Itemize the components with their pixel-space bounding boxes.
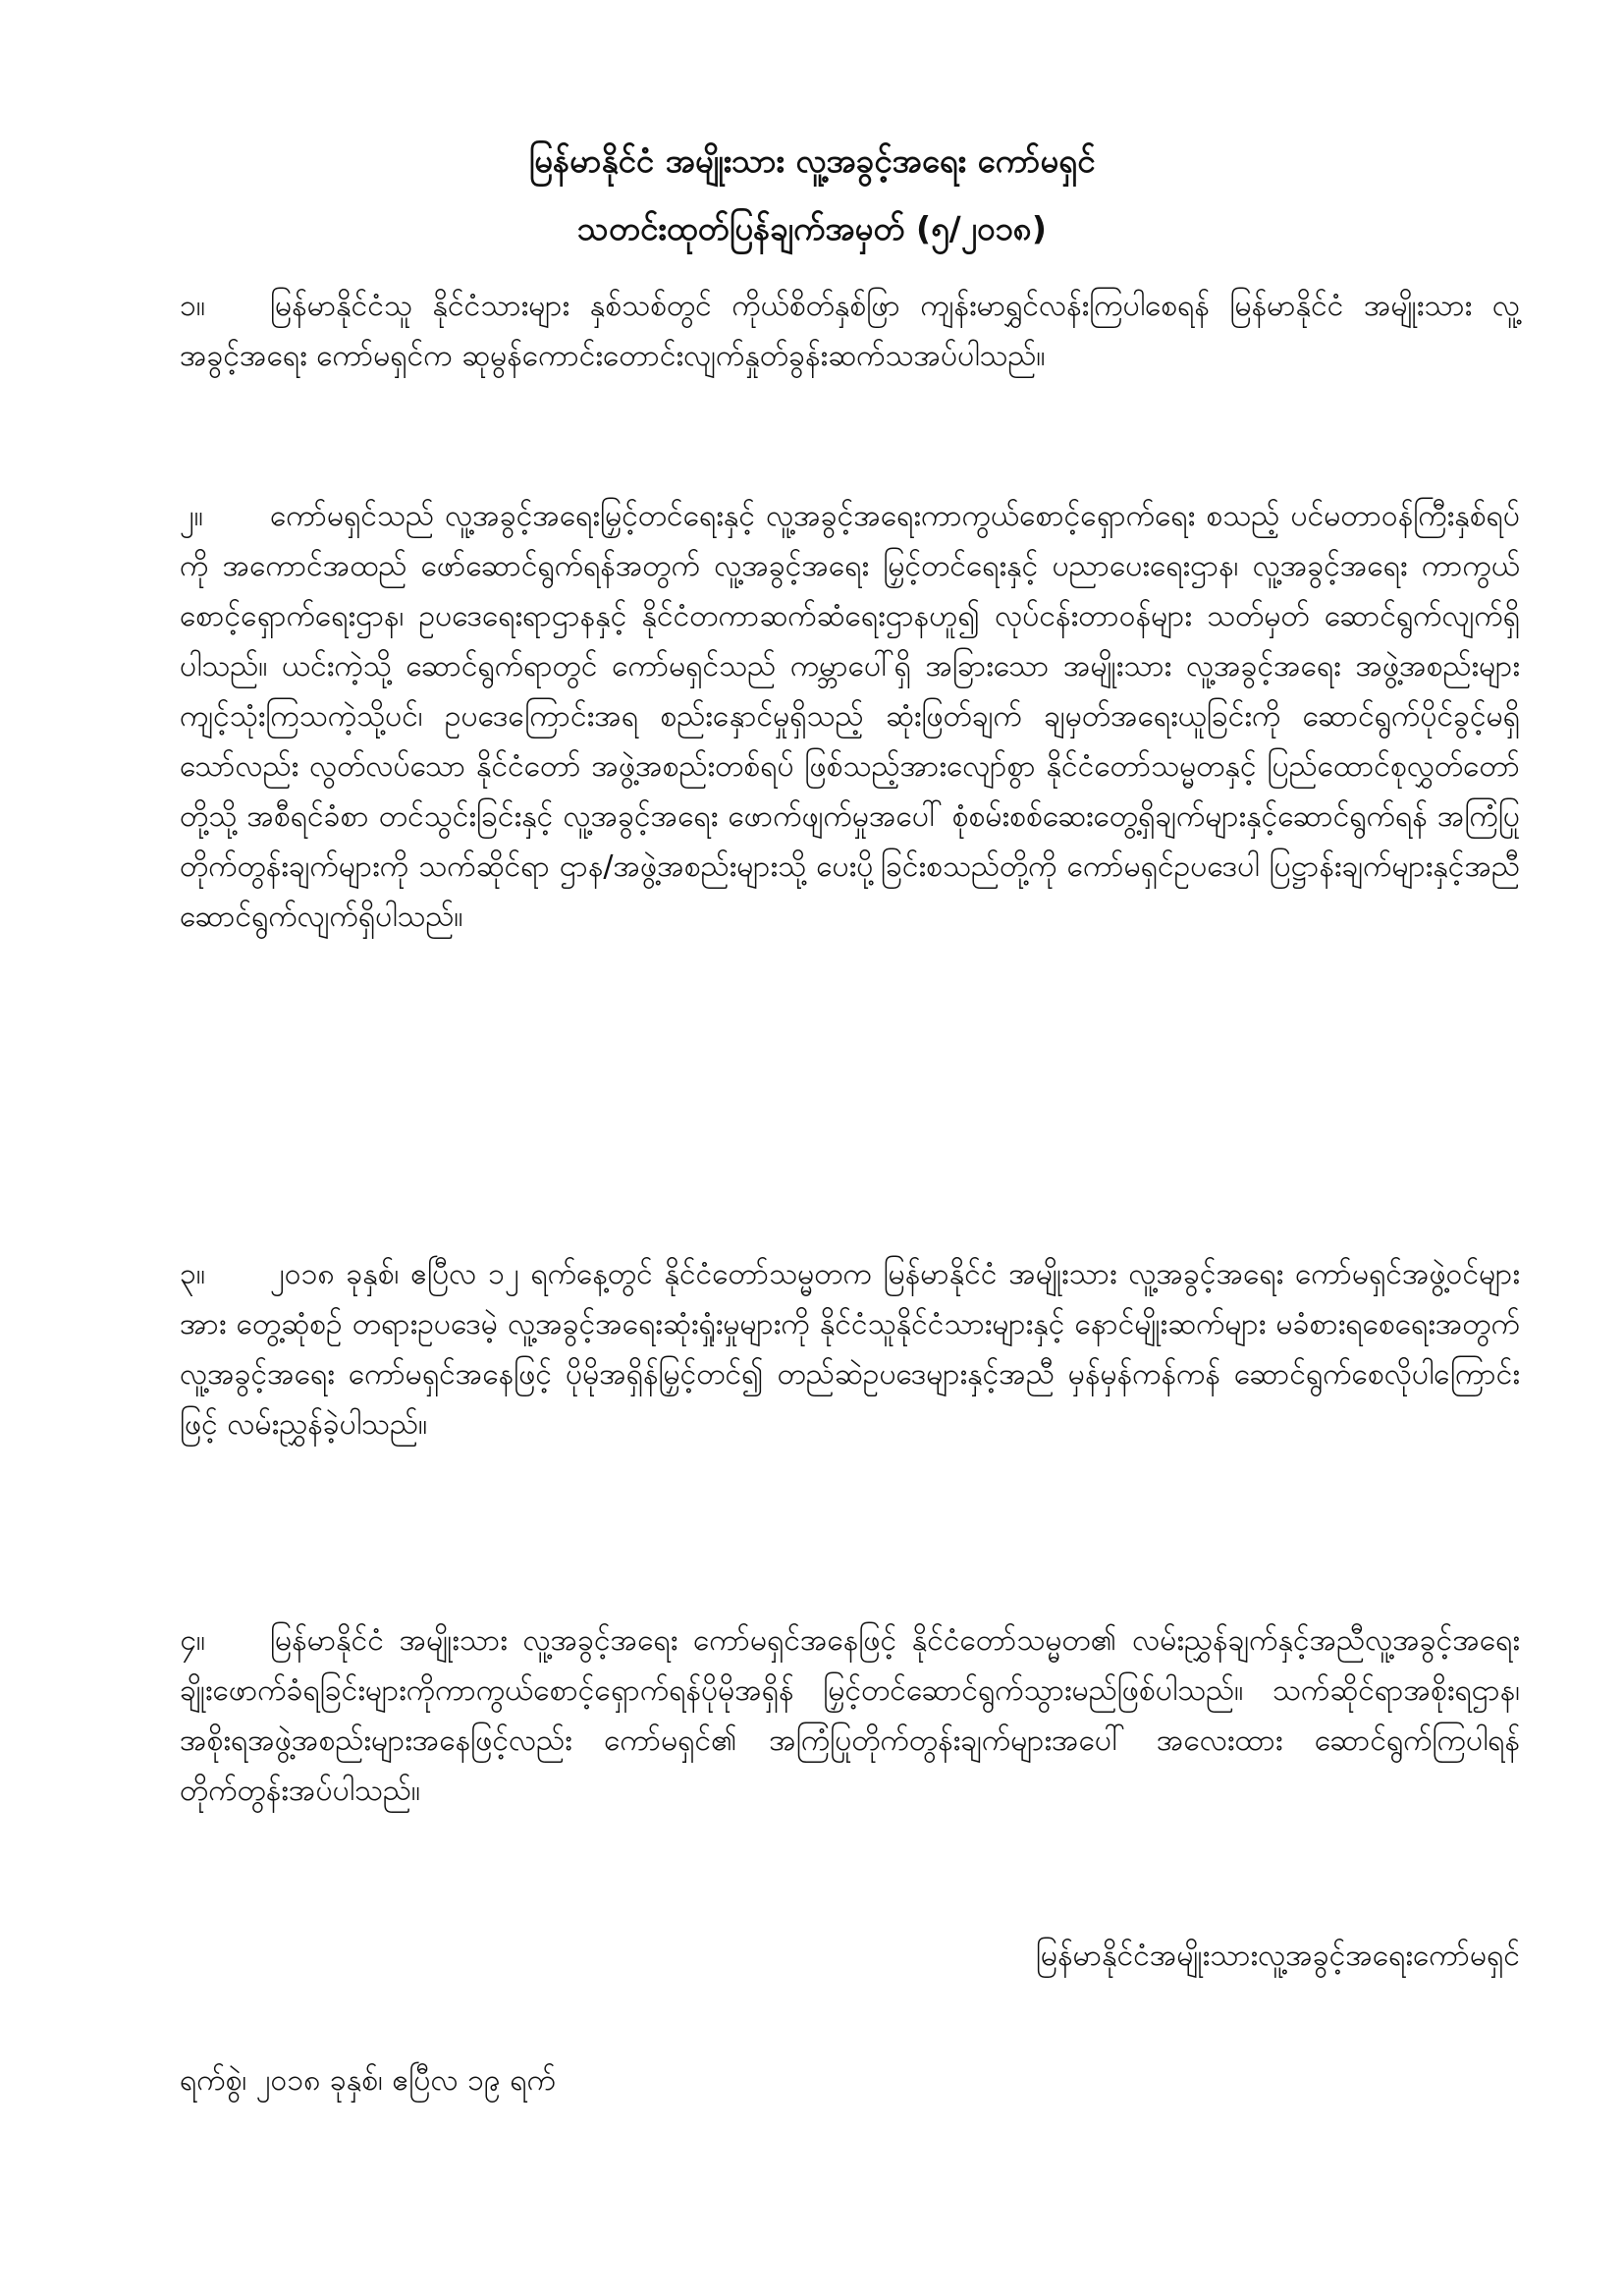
paragraph-number: ၃။	[180, 1257, 205, 1291]
paragraph-4	[180, 1615, 1520, 1816]
issue-date: ရက်စွဲ၊ ၂၀၁၈ ခုနှစ်၊ ဧပြီလ ၁၉ ရက်	[180, 2063, 556, 2098]
signature-block: မြန်မာနိုင်ငံအမျိုးသားလူ့အခွင့်အရေးကော်မရှင်	[1035, 1939, 1520, 1973]
paragraph-1	[180, 281, 1520, 381]
press-release-number: သတင်းထုတ်ပြန်ချက်အမှတ် (၅/၂၀၁၈)	[576, 209, 1047, 247]
paragraph-3	[180, 1249, 1520, 1449]
paragraph-text: ၂၀၁၈ ခုနှစ်၊ ဧပြီလ ၁၂ ရက်နေ့တွင် နိုင်ငံတော်သမ္မတက မြန်မာနိုင်ငံ အမျိုးသား လူ့အခွင့်အရေး ကော်မရှင်အဖွဲ့ဝင်များအား တွေ့ဆုံစဉ် တရားဥပဒေမဲ့ လူ့အခွင့်အရေးဆုံးရှုံးမှုများကို နိုင်ငံသူနိုင်ငံသားများနှင့် နောင်မျိုးဆက်များ မခံစားရစေရေးအတွက် လူ့အခွင့်အရေး ကော်မရှင်အနေဖြင့် ပိုမိုအရှိန်မြှင့်တင်၍ တည်ဆဲဥပဒေများနှင့်အညီ မှန်မှန်ကန်ကန် ဆောင်ရွက်စေလိုပါကြောင်းဖြင့် လမ်းညွှန်ခဲ့ပါသည်။	[180, 1257, 1520, 1442]
paragraph-text: မြန်မာနိုင်ငံသူ နိုင်ငံသားများ နှစ်သစ်တွင် ကိုယ်စိတ်နှစ်ဖြာ ကျန်းမာရွှင်လန်းကြပါစေရန် မြန်မာနိုင်ငံ အမျိုးသား လူ့အခွင့်အရေး ကော်မရှင်က ဆုမွန်ကောင်းတောင်းလျက်နှုတ်ခွန်းဆက်သအပ်ပါသည်။	[180, 289, 1520, 373]
paragraph-2	[180, 491, 1520, 942]
document-title: မြန်မာနိုင်ငံ အမျိုးသား လူ့အခွင့်အရေး ကော်မရှင်	[528, 141, 1096, 180]
paragraph-number: ၂။	[180, 499, 203, 533]
paragraph-number: ၄။	[180, 1623, 205, 1658]
paragraph-text: မြန်မာနိုင်ငံ အမျိုးသား လူ့အခွင့်အရေး ကော်မရှင်အနေဖြင့် နိုင်ငံတော်သမ္မတ၏ လမ်းညွှန်ချက်နှင့်အညီလူ့အခွင့်အရေးချိုးဖောက်ခံရခြင်းများကိုကာကွယ်စောင့်ရှောက်ရန်ပိုမိုအရှိန် မြှင့်တင်ဆောင်ရွက်သွားမည်ဖြစ်ပါသည်။ သက်ဆိုင်ရာအစိုးရဌာန၊ အစိုးရအဖွဲ့အစည်းများအနေဖြင့်လည်း ကော်မရှင်၏ အကြံပြုတိုက်တွန်းချက်များအပေါ် အလေးထား ဆောင်ရွက်ကြပါရန် တိုက်တွန်းအပ်ပါသည်။	[180, 1623, 1520, 1808]
paragraph-number: ၁။	[180, 289, 205, 323]
paragraph-text: ကော်မရှင်သည် လူ့အခွင့်အရေးမြှင့်တင်ရေးနှင့် လူ့အခွင့်အရေးကာကွယ်စောင့်ရှောက်ရေး စသည့် ပင်မတာဝန်ကြီးနှစ်ရပ်ကို အကောင်အထည် ဖော်ဆောင်ရွက်ရန်အတွက် လူ့အခွင့်အရေး မြှင့်တင်ရေးနှင့် ပညာပေးရေးဌာန၊ လူ့အခွင့်အရေး ကာကွယ်စောင့်ရှောက်ရေးဌာန၊ ဥပဒေရေးရာဌာနနှင့် နိုင်ငံတကာဆက်ဆံရေးဌာနဟူ၍ လုပ်ငန်းတာဝန်များ သတ်မှတ် ဆောင်ရွက်လျက်ရှိပါသည်။ ယင်းကဲ့သို့ ဆောင်ရွက်ရာတွင် ကော်မရှင်သည် ကမ္ဘာပေါ်ရှိ အခြားသော အမျိုးသား လူ့အခွင့်အရေး အဖွဲ့အစည်းများကျင့်သုံးကြသကဲ့သို့ပင်၊ ဥပဒေကြောင်းအရ စည်းနှောင်မှုရှိသည့် ဆုံးဖြတ်ချက် ချမှတ်အရေးယူခြင်းကို ဆောင်ရွက်ပိုင်ခွင့်မရှိသော်လည်း လွတ်လပ်သော နိုင်ငံတော် အဖွဲ့အစည်းတစ်ရပ် ဖြစ်သည့်အားလျော်စွာ နိုင်ငံတော်သမ္မတနှင့် ပြည်ထောင်စုလွှတ်တော်တို့သို့ အစီရင်ခံစာ တင်သွင်းခြင်းနှင့် လူ့အခွင့်အရေး ဖောက်ဖျက်မှုအပေါ် စုံစမ်းစစ်ဆေးတွေ့ရှိချက်များနှင့်ဆောင်ရွက်ရန် အကြံပြုတိုက်တွန်းချက်များကို သက်ဆိုင်ရာ ဌာန/အဖွဲ့အစည်းများသို့ ပေးပို့ခြင်းစသည်တို့ကို ကော်မရှင်ဥပဒေပါ ပြဋ္ဌာန်းချက်များနှင့်အညီ ဆောင်ရွက်လျက်ရှိပါသည်။	[180, 499, 1520, 934]
